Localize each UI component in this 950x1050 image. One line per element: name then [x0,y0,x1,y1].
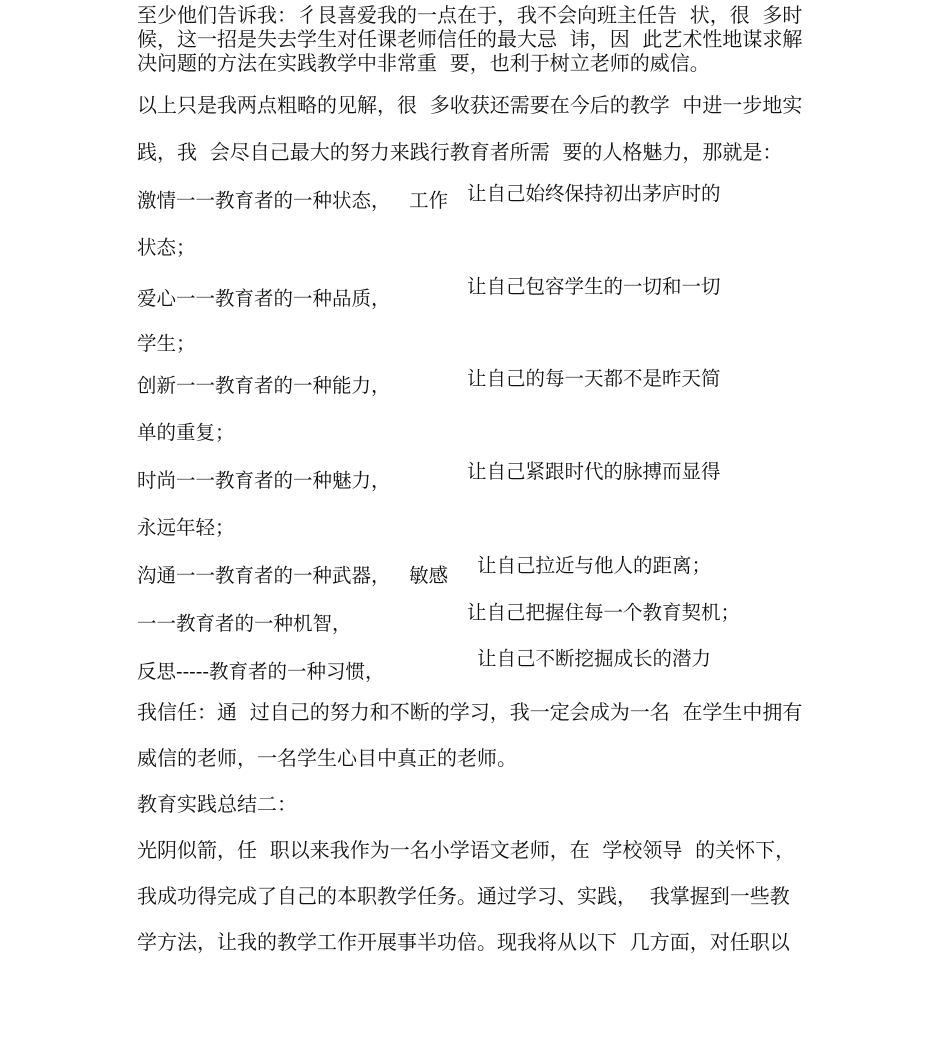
paragraph-2-line-2: 践，我 会尽自己最大的努力来践行教育者所需 要的人格魅力，那就是： [137,140,783,164]
paragraph-2-line-1: 以上只是我两点粗略的见解，很 多收获还需要在今后的教学 中进一步地实 [137,93,803,117]
trait-passion-desc: 让自己始终保持初出茅庐时的 [467,182,721,205]
trait-innovation-desc: 让自己的每一天都不是昨天简 [467,367,721,390]
trait-sensitivity-label: 一一教育者的一种机智， [137,612,352,635]
paragraph-1-line-2: 候，这一招是失去学生对任课老师信任的最大忌 讳，因 此艺术性地谋求解 [137,27,803,51]
paragraph-4-line-1: 光阴似箭，任 职以来我作为一名小学语文老师，在 学校领导 的关怀下， [137,838,796,862]
trait-communication-desc: 让自己拉近与他人的距离； [477,554,712,577]
trait-innovation-desc-cont: 单的重复； [137,421,235,444]
paragraph-4-line-2: 我成功得完成了自己的本职教学任务。通过学习、实践， 我掌握到一些教 [137,884,790,908]
trait-reflection-desc: 让自己不断挖掘成长的潜力 [477,647,712,670]
paragraph-1-line-1: 至少他们告诉我：彳艮喜爱我的一点在于，我不会向班主任告 状，很 多时 [137,3,803,27]
trait-passion-label: 激情一一教育者的一种状态， 工作 [137,189,449,212]
trait-love-desc: 让自己包容学生的一切和一切 [467,275,721,298]
trait-reflection-label: 反思-----教育者的一种习惯， [137,660,385,683]
paragraph-4-line-3: 学方法，让我的教学工作开展事半功倍。现我将从以下 几方面，对任职以 [137,930,790,954]
trait-innovation-label: 创新一一教育者的一种能力， [137,374,391,397]
trait-passion-desc-cont: 状态； [137,236,196,259]
trait-communication-label: 沟通一一教育者的一种武器， 敏感 [137,564,449,587]
paragraph-1-line-3: 决问题的方法在实践教学中非常重 要，也利于树立老师的威信。 [137,51,710,75]
trait-sensitivity-desc: 让自己把握住每一个教育契机； [467,601,741,624]
section-heading: 教育实践总结二： [137,792,297,816]
trait-fashion-label: 时尚一一教育者的一种魅力， [137,469,391,492]
trait-fashion-desc: 让自己紧跟时代的脉搏而显得 [467,460,721,483]
trait-love-label: 爱心一一教育者的一种品质， [137,287,391,310]
paragraph-3-line-2: 威信的老师，一名学生心目中真正的老师。 [137,746,517,770]
trait-love-desc-cont: 学生； [137,332,196,355]
trait-fashion-desc-cont: 永远年轻； [137,516,235,539]
paragraph-3-line-1: 我信任：通 过自己的努力和不断的学习，我一定会成为一名 在学生中拥有 [137,700,803,724]
